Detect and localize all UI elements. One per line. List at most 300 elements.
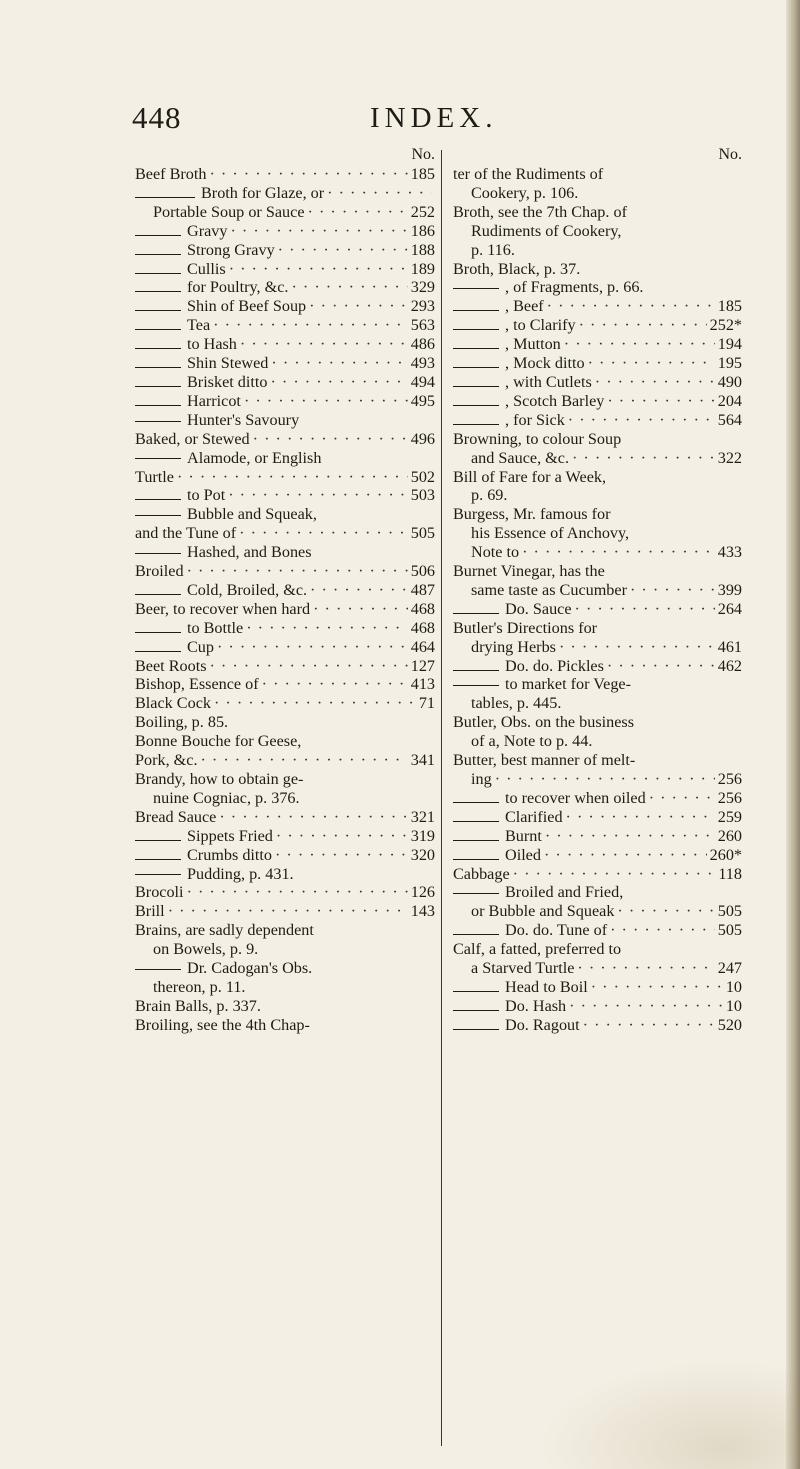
index-entry xyxy=(453,241,742,260)
ditto-dash xyxy=(135,291,181,292)
index-entry xyxy=(453,486,742,505)
entry-number: 126 xyxy=(410,883,435,902)
entry-text: Brocoli xyxy=(135,883,184,902)
entry-text: Portable Soup or Sauce xyxy=(153,202,305,221)
dot-leader xyxy=(595,373,715,392)
dot-leader xyxy=(588,354,715,373)
index-entry xyxy=(453,619,742,638)
dot-leader xyxy=(607,392,714,411)
entry-text: Bill of Fare for a Week, xyxy=(453,467,607,486)
entry-text: Browning, to colour Soup xyxy=(453,429,622,448)
entry-number: 256 xyxy=(717,770,742,788)
dot-leader xyxy=(209,165,407,184)
index-entry xyxy=(453,468,742,487)
ditto-dash xyxy=(135,254,181,255)
dot-leader xyxy=(575,600,715,619)
entry-number: 493 xyxy=(410,354,435,373)
entry-number: 256 xyxy=(717,788,742,807)
entry-text: drying Herbs xyxy=(471,637,556,656)
dot-leader xyxy=(630,581,715,600)
index-entry xyxy=(453,865,742,884)
index-entry xyxy=(453,505,742,524)
ditto-dash xyxy=(135,632,181,633)
ditto-dash xyxy=(453,859,499,860)
entry-text: Do. do. Pickles xyxy=(505,656,604,675)
index-entry xyxy=(135,865,435,884)
index-entry xyxy=(453,297,742,316)
index-entry xyxy=(135,449,435,468)
entry-text: to Bottle xyxy=(187,618,244,637)
entry-number: 127 xyxy=(410,656,435,675)
dot-leader xyxy=(545,827,715,846)
ditto-dash xyxy=(135,859,181,860)
index-entry xyxy=(453,600,742,619)
entry-number: 252* xyxy=(709,316,742,335)
dot-leader xyxy=(495,770,715,789)
ditto-dash xyxy=(453,310,499,311)
index-entry xyxy=(135,808,435,827)
entry-number: 247 xyxy=(717,959,742,978)
ditto-dash xyxy=(453,288,499,289)
entry-text: p. 116. xyxy=(471,240,515,259)
index-entry xyxy=(135,297,435,316)
index-entry xyxy=(453,430,742,449)
index-entry xyxy=(135,260,435,279)
entry-text: Butler's Directions for xyxy=(453,618,598,637)
index-entry xyxy=(453,827,742,846)
index-entry xyxy=(453,751,742,770)
entry-text: , Mutton xyxy=(505,335,561,354)
dot-leader xyxy=(610,921,715,940)
dot-leader xyxy=(168,902,408,921)
entry-text: Rudiments of Cookery, xyxy=(471,221,622,240)
entry-text: Cold, Broiled, &c. xyxy=(187,580,308,599)
entry-text: Crumbs ditto xyxy=(187,845,272,864)
ditto-dash xyxy=(453,386,499,387)
entry-text: Burnet Vinegar, has the xyxy=(453,562,605,581)
index-entry xyxy=(453,354,742,373)
entry-number: 322 xyxy=(717,448,742,467)
index-entry xyxy=(453,997,742,1016)
dot-leader xyxy=(213,316,408,335)
dot-leader xyxy=(187,883,408,902)
index-entry xyxy=(135,354,435,373)
dot-leader xyxy=(275,846,408,865)
entry-text: Calf, a fatted, preferred to xyxy=(453,940,622,959)
dot-leader xyxy=(547,297,715,316)
ditto-dash xyxy=(453,802,499,803)
ditto-dash xyxy=(453,821,499,822)
entry-text: Do. do. Tune of xyxy=(505,921,608,940)
number-column-label: No. xyxy=(718,146,742,163)
index-entry xyxy=(135,1016,435,1035)
ditto-dash xyxy=(135,367,181,368)
ditto-dash xyxy=(135,651,181,652)
index-entry xyxy=(453,657,742,676)
index-entry xyxy=(453,260,742,279)
dot-leader xyxy=(228,486,407,505)
dot-leader xyxy=(564,335,715,354)
dot-leader xyxy=(607,657,715,676)
dot-leader xyxy=(569,997,723,1016)
entry-number: 186 xyxy=(410,221,435,240)
index-entry xyxy=(135,600,435,619)
entry-number: 189 xyxy=(410,259,435,278)
ditto-dash xyxy=(453,348,499,349)
index-entry xyxy=(135,335,435,354)
index-entry xyxy=(135,411,435,430)
index-entry xyxy=(453,278,742,297)
entry-text: Butter, best manner of melt- xyxy=(453,751,636,770)
index-entry xyxy=(453,675,742,694)
entry-text: Alamode, or English xyxy=(187,448,322,467)
entry-text: Bonne Bouche for Geese, xyxy=(135,732,302,751)
index-entry xyxy=(135,940,435,959)
ditto-dash xyxy=(453,685,499,686)
dot-leader xyxy=(591,978,723,997)
dot-leader xyxy=(544,846,707,865)
index-entry xyxy=(453,921,742,940)
entry-text: ing xyxy=(471,770,492,788)
entry-number: 494 xyxy=(410,372,435,391)
entry-number: 490 xyxy=(717,372,742,391)
paper-stain xyxy=(540,1360,800,1469)
index-entry xyxy=(135,373,435,392)
entry-number: 259 xyxy=(717,807,742,826)
entry-number: 433 xyxy=(717,543,742,562)
entry-text: , to Clarify xyxy=(505,316,576,335)
entry-text: Brains, are sadly dependent xyxy=(135,921,314,940)
ditto-dash xyxy=(453,840,499,841)
index-entry xyxy=(453,808,742,827)
index-entry xyxy=(135,524,435,543)
entry-text: to recover when oiled xyxy=(505,788,646,807)
entry-text: Bishop, Essence of xyxy=(135,675,259,694)
entry-text: Cullis xyxy=(187,259,226,278)
index-entry xyxy=(453,732,742,751)
index-entry xyxy=(453,562,742,581)
index-entry xyxy=(135,392,435,411)
index-entry xyxy=(135,278,435,297)
entry-text: Brill xyxy=(135,902,165,921)
entry-number: 319 xyxy=(410,826,435,845)
entry-number: 464 xyxy=(410,637,435,656)
dot-leader xyxy=(262,675,408,694)
entry-text: , of Fragments, p. 66. xyxy=(505,278,644,297)
entry-text: a Starved Turtle xyxy=(471,959,575,978)
entry-number: 506 xyxy=(410,562,435,581)
entry-text: his Essence of Anchovy, xyxy=(471,524,630,543)
entry-number: 502 xyxy=(410,467,435,486)
entry-text: ter of the Rudiments of xyxy=(453,165,604,183)
entry-text: Cup xyxy=(187,637,214,656)
entry-text: Shin Stewed xyxy=(187,354,269,373)
page-edge-shadow xyxy=(786,0,800,1469)
entry-number: 329 xyxy=(410,278,435,297)
dot-leader xyxy=(579,316,707,335)
entry-text: Clarified xyxy=(505,807,563,826)
dot-leader xyxy=(187,562,408,581)
index-entry xyxy=(453,902,742,921)
entry-number: 563 xyxy=(410,316,435,335)
index-entry xyxy=(453,694,742,713)
entry-text: Broiling, see the 4th Chap- xyxy=(135,1015,310,1034)
index-entry xyxy=(453,581,742,600)
dot-leader xyxy=(201,751,408,770)
index-entry xyxy=(453,222,742,241)
dot-leader xyxy=(617,902,714,921)
ditto-dash xyxy=(135,840,181,841)
page-header xyxy=(0,100,800,140)
index-entry xyxy=(135,997,435,1016)
ditto-dash xyxy=(135,386,181,387)
entry-number: 341 xyxy=(410,751,435,770)
entry-number: 204 xyxy=(717,391,742,410)
index-entry xyxy=(135,543,435,562)
page-title: INDEX. xyxy=(370,102,498,134)
entry-text: Oiled xyxy=(505,845,541,864)
entry-text: tables, p. 445. xyxy=(471,694,562,713)
index-entry xyxy=(135,902,435,921)
page-number: 448 xyxy=(132,100,182,135)
entry-number: 264 xyxy=(717,599,742,618)
index-entry xyxy=(135,638,435,657)
entry-text: Broth for Glaze, or xyxy=(201,183,325,202)
dot-leader xyxy=(177,468,408,487)
entry-text: Brandy, how to obtain ge- xyxy=(135,770,304,788)
entry-number: 188 xyxy=(410,240,435,259)
ditto-dash xyxy=(135,515,181,516)
entry-number: 520 xyxy=(717,1015,742,1034)
index-entry xyxy=(135,184,435,203)
index-entry xyxy=(453,524,742,543)
dot-leader xyxy=(291,278,407,297)
entry-text: p. 69. xyxy=(471,486,508,505)
dot-leader xyxy=(313,600,408,619)
index-entry xyxy=(453,316,742,335)
index-entry xyxy=(135,883,435,902)
entry-text: Strong Gravy xyxy=(187,240,275,259)
entry-text: Do. Sauce xyxy=(505,599,572,618)
index-entry xyxy=(135,694,435,713)
dot-leader xyxy=(253,430,408,449)
entry-number: 505 xyxy=(410,524,435,543)
entry-text: to market for Vege- xyxy=(505,675,632,694)
entry-text: nuine Cogniac, p. 376. xyxy=(153,788,300,807)
entry-number: 71 xyxy=(418,694,435,713)
entry-number: 293 xyxy=(410,297,435,316)
dot-leader xyxy=(649,789,715,808)
entry-number: 399 xyxy=(717,580,742,599)
entry-number: 10 xyxy=(725,977,742,996)
entry-text: for Poultry, &c. xyxy=(187,278,289,297)
entry-number: 461 xyxy=(717,637,742,656)
index-entry xyxy=(135,921,435,940)
index-entry xyxy=(135,789,435,808)
dot-leader xyxy=(522,543,715,562)
entry-number: 252 xyxy=(410,202,435,221)
entry-text: Black Cock xyxy=(135,694,211,713)
index-entry xyxy=(453,883,742,902)
ditto-dash xyxy=(135,499,181,500)
entry-number: 505 xyxy=(717,902,742,921)
dot-leader xyxy=(577,959,714,978)
index-entry xyxy=(135,751,435,770)
entry-number: 468 xyxy=(410,599,435,618)
entry-text: , with Cutlets xyxy=(505,372,592,391)
entry-text: of a, Note to p. 44. xyxy=(471,732,593,751)
dot-leader xyxy=(271,354,407,373)
index-entry xyxy=(135,657,435,676)
index-entry xyxy=(453,1016,742,1035)
entry-number: 320 xyxy=(410,845,435,864)
dot-leader xyxy=(210,657,408,676)
ditto-dash xyxy=(135,405,181,406)
dot-leader xyxy=(230,222,407,241)
entry-text: Shin of Beef Soup xyxy=(187,297,307,316)
dot-leader xyxy=(239,524,408,543)
ditto-dash xyxy=(135,458,181,459)
ditto-dash xyxy=(135,310,181,311)
entry-text: Cookery, p. 106. xyxy=(471,183,579,202)
entry-text: Beef Broth xyxy=(135,165,207,183)
entry-text: , for Sick xyxy=(505,410,565,429)
entry-text: or Bubble and Squeak xyxy=(471,902,615,921)
index-entry xyxy=(453,638,742,657)
dot-leader xyxy=(219,808,407,827)
dot-leader xyxy=(559,638,715,657)
entry-number: 495 xyxy=(410,391,435,410)
entry-text: Hunter's Savoury xyxy=(187,410,300,429)
entry-number: 195 xyxy=(717,354,742,373)
dot-leader xyxy=(568,411,715,430)
index-entry xyxy=(135,846,435,865)
entry-number: 487 xyxy=(410,580,435,599)
entry-text: Do. Ragout xyxy=(505,1015,580,1034)
entry-text: thereon, p. 11. xyxy=(153,977,246,996)
entry-text: Tea xyxy=(187,316,211,335)
ditto-dash xyxy=(453,934,499,935)
entry-number: 143 xyxy=(410,902,435,921)
index-entry xyxy=(453,789,742,808)
entry-text: same taste as Cucumber xyxy=(471,580,627,599)
entry-text: , Scotch Barley xyxy=(505,391,605,410)
index-entry xyxy=(135,241,435,260)
index-entry xyxy=(453,373,742,392)
entry-text: Dr. Cadogan's Obs. xyxy=(187,959,313,978)
entry-number: 185 xyxy=(717,297,742,316)
index-entry xyxy=(135,316,435,335)
ditto-dash xyxy=(453,367,499,368)
entry-text: Do. Hash xyxy=(505,996,567,1015)
entry-text: Sippets Fried xyxy=(187,826,273,845)
entry-text: and Sauce, &c. xyxy=(471,448,569,467)
index-entry xyxy=(453,411,742,430)
index-entry xyxy=(135,713,435,732)
entry-text: Pudding, p. 431. xyxy=(187,864,294,883)
index-entry xyxy=(135,732,435,751)
index-entry xyxy=(453,449,742,468)
index-entry xyxy=(135,505,435,524)
entry-text: Broth, see the 7th Chap. of xyxy=(453,202,627,221)
index-entry xyxy=(453,184,742,203)
entry-text: Brisket ditto xyxy=(187,372,268,391)
ditto-dash xyxy=(453,329,499,330)
entry-text: Beet Roots xyxy=(135,656,207,675)
entry-text: Burnt xyxy=(505,826,542,845)
ditto-dash xyxy=(135,874,181,875)
index-entry xyxy=(453,959,742,978)
entry-number: 503 xyxy=(410,486,435,505)
index-entry xyxy=(135,959,435,978)
dot-leader xyxy=(276,827,408,846)
entry-number: 185 xyxy=(410,165,435,183)
index-entry xyxy=(453,770,742,789)
index-entry xyxy=(135,562,435,581)
index-entry xyxy=(135,581,435,600)
entry-text: Beer, to recover when hard xyxy=(135,599,311,618)
index-entry xyxy=(453,713,742,732)
ditto-dash xyxy=(135,329,181,330)
entry-text: Broth, Black, p. 37. xyxy=(453,259,581,278)
entry-text: Baked, or Stewed xyxy=(135,429,250,448)
dot-leader xyxy=(217,638,408,657)
dot-leader xyxy=(583,1016,715,1035)
ditto-dash xyxy=(453,1010,499,1011)
ditto-dash xyxy=(135,594,181,595)
ditto-dash xyxy=(453,405,499,406)
entry-number: 260 xyxy=(717,826,742,845)
index-entry xyxy=(453,543,742,562)
ditto-dash xyxy=(135,273,181,274)
column-divider xyxy=(441,150,442,1446)
entry-text: to Hash xyxy=(187,335,237,354)
dot-leader xyxy=(214,694,416,713)
index-entry xyxy=(453,978,742,997)
index-column-right xyxy=(453,146,742,1035)
ditto-dash xyxy=(453,670,499,671)
index-entry xyxy=(135,203,435,222)
index-entry xyxy=(135,978,435,997)
index-entry xyxy=(453,846,742,865)
dot-leader xyxy=(240,335,408,354)
dot-leader xyxy=(513,865,716,884)
index-entry xyxy=(135,675,435,694)
entry-number: 486 xyxy=(410,335,435,354)
entry-number: 194 xyxy=(717,335,742,354)
ditto-dash xyxy=(135,553,181,554)
index-entry xyxy=(135,486,435,505)
index-entry xyxy=(453,203,742,222)
index-entry xyxy=(135,827,435,846)
entry-text: and the Tune of xyxy=(135,524,237,543)
entry-number: 462 xyxy=(717,656,742,675)
dot-leader xyxy=(246,619,408,638)
entry-text: Broiled and Fried, xyxy=(505,883,624,902)
entry-text: Gravy xyxy=(187,221,228,240)
index-entry xyxy=(135,222,435,241)
entry-number: 118 xyxy=(718,864,742,883)
index-entry xyxy=(135,619,435,638)
dot-leader xyxy=(244,392,408,411)
entry-text: Bubble and Squeak, xyxy=(187,505,317,524)
entry-text: Head to Boil xyxy=(505,977,588,996)
entry-number: 260* xyxy=(709,845,742,864)
ditto-dash xyxy=(135,969,181,970)
entry-number: 321 xyxy=(410,807,435,826)
entry-number: 468 xyxy=(410,618,435,637)
entry-text: , Beef xyxy=(505,297,544,316)
